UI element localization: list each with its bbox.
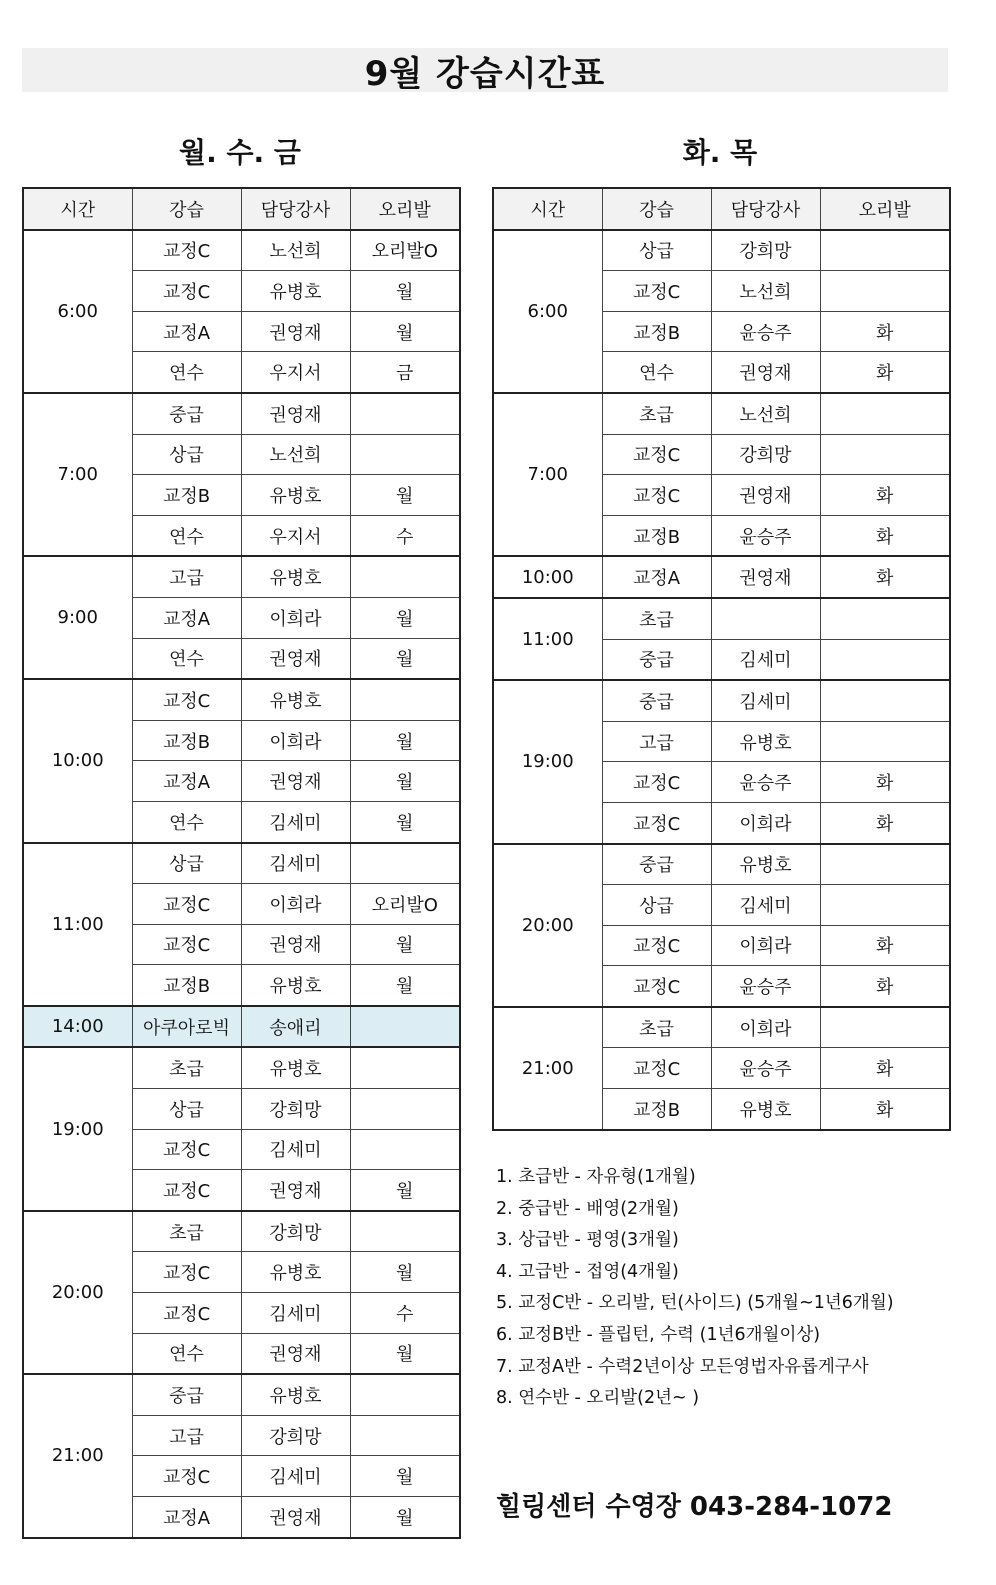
fins-cell <box>820 721 950 762</box>
instructor-cell: 유병호 <box>241 556 350 597</box>
time-slot-cell: 11:00 <box>23 843 132 1006</box>
header-class: 강습 <box>132 188 241 230</box>
class-cell: 고급 <box>132 1415 241 1456</box>
fins-cell: 월 <box>350 638 460 679</box>
mon-wed-fri-schedule-table <box>22 187 461 1539</box>
fins-cell: 오리발O <box>350 884 460 925</box>
instructor-cell: 권영재 <box>241 638 350 679</box>
instructor-cell: 노선희 <box>711 393 820 434</box>
note-item: 1. 초급반 - 자유형(1개월) <box>496 1167 696 1187</box>
class-cell: 상급 <box>132 434 241 475</box>
instructor-cell: 윤승주 <box>711 966 820 1007</box>
instructor-cell: 권영재 <box>711 352 820 393</box>
header-class: 강습 <box>602 188 711 230</box>
class-cell: 상급 <box>132 843 241 884</box>
fins-cell <box>350 1047 460 1088</box>
table-row <box>493 393 950 434</box>
class-cell: 교정C <box>132 271 241 312</box>
instructor-cell: 김세미 <box>711 639 820 680</box>
fins-cell: 월 <box>350 1497 460 1538</box>
class-cell: 교정C <box>132 230 241 271</box>
fins-cell <box>820 393 950 434</box>
mon-wed-fri-heading: 월. 수. 금 <box>179 136 301 169</box>
class-cell: 교정C <box>602 762 711 803</box>
instructor-cell: 김세미 <box>711 680 820 721</box>
table-row <box>23 393 460 434</box>
class-cell: 교정C <box>132 1129 241 1170</box>
fins-cell: 월 <box>350 965 460 1006</box>
class-cell: 연수 <box>132 515 241 556</box>
instructor-cell: 우지서 <box>241 515 350 556</box>
instructor-cell: 이희라 <box>241 597 350 638</box>
fins-cell: 월 <box>350 1170 460 1211</box>
table-header-row <box>23 188 460 230</box>
instructor-cell: 우지서 <box>241 352 350 393</box>
time-slot-cell: 6:00 <box>493 230 602 393</box>
fins-cell <box>350 393 460 434</box>
instructor-cell: 유병호 <box>241 1374 350 1415</box>
fins-cell: 월 <box>350 475 460 516</box>
fins-cell: 화 <box>820 966 950 1007</box>
class-cell: 연수 <box>132 352 241 393</box>
instructor-cell: 유병호 <box>241 679 350 720</box>
class-cell: 아쿠아로빅 <box>132 1006 241 1048</box>
class-cell: 초급 <box>602 1007 711 1048</box>
class-cell: 교정C <box>132 1252 241 1293</box>
table-row <box>23 1211 460 1252</box>
instructor-cell: 강희망 <box>241 1089 350 1130</box>
instructor-cell: 이희라 <box>711 1007 820 1048</box>
fins-cell: 화 <box>820 475 950 516</box>
instructor-cell: 노선희 <box>711 271 820 312</box>
class-cell: 연수 <box>602 352 711 393</box>
time-slot-cell: 10:00 <box>23 679 132 842</box>
class-cell: 중급 <box>132 393 241 434</box>
class-cell: 초급 <box>602 598 711 639</box>
class-cell: 교정C <box>132 1456 241 1497</box>
instructor-cell: 노선희 <box>241 434 350 475</box>
fins-cell: 월 <box>350 597 460 638</box>
fins-cell: 화 <box>820 352 950 393</box>
note-item: 6. 교정B반 - 플립턴, 수력 (1년6개월이상) <box>496 1324 821 1345</box>
class-cell: 교정C <box>132 924 241 965</box>
fins-cell <box>350 1211 460 1252</box>
time-slot-cell: 21:00 <box>23 1374 132 1537</box>
instructor-cell: 윤승주 <box>711 1048 820 1089</box>
instructor-cell: 강희망 <box>711 434 820 475</box>
table-header-row <box>493 188 950 230</box>
time-slot-cell: 19:00 <box>493 680 602 843</box>
instructor-cell: 김세미 <box>711 885 820 926</box>
class-level-notes <box>496 1162 976 1415</box>
fins-cell: 월 <box>350 311 460 352</box>
class-cell: 중급 <box>602 680 711 721</box>
class-cell: 교정C <box>132 1293 241 1334</box>
instructor-cell: 권영재 <box>711 475 820 516</box>
instructor-cell: 강희망 <box>241 1415 350 1456</box>
page-title: 9월 강습시간표 <box>22 48 948 92</box>
instructor-cell: 강희망 <box>711 230 820 271</box>
time-slot-cell: 6:00 <box>23 230 132 393</box>
table-row <box>493 680 950 721</box>
fins-cell <box>820 598 950 639</box>
instructor-cell: 유병호 <box>241 1047 350 1088</box>
header-time: 시간 <box>493 188 602 230</box>
time-slot-cell: 7:00 <box>493 393 602 556</box>
fins-cell <box>820 434 950 475</box>
fins-cell <box>350 434 460 475</box>
class-cell: 교정A <box>132 597 241 638</box>
fins-cell <box>350 679 460 720</box>
table-row <box>493 1007 950 1048</box>
instructor-cell: 권영재 <box>241 393 350 434</box>
table-row <box>23 1374 460 1415</box>
instructor-cell: 이희라 <box>241 720 350 761</box>
instructor-cell: 유병호 <box>241 965 350 1006</box>
pool-contact-footer: 힐링센터 수영장 043-284-1072 <box>496 1492 893 1522</box>
class-cell: 상급 <box>602 230 711 271</box>
time-slot-cell: 7:00 <box>23 393 132 556</box>
fins-cell: 화 <box>820 515 950 556</box>
fins-cell: 월 <box>350 801 460 842</box>
instructor-cell: 권영재 <box>241 1333 350 1374</box>
fins-cell: 월 <box>350 720 460 761</box>
time-slot-cell: 11:00 <box>493 598 602 680</box>
instructor-cell: 이희라 <box>711 802 820 843</box>
fins-cell <box>350 556 460 597</box>
header-fins: 오리발 <box>820 188 950 230</box>
fins-cell: 월 <box>350 1456 460 1497</box>
fins-cell <box>350 843 460 884</box>
fins-cell: 수 <box>350 1293 460 1334</box>
fins-cell <box>350 1129 460 1170</box>
tue-thu-schedule-table <box>492 187 951 1131</box>
instructor-cell: 권영재 <box>241 761 350 802</box>
fins-cell <box>820 639 950 680</box>
instructor-cell: 유병호 <box>711 1089 820 1130</box>
table-row <box>23 230 460 271</box>
instructor-cell: 강희망 <box>241 1211 350 1252</box>
class-cell: 교정A <box>132 761 241 802</box>
tue-thu-heading: 화. 목 <box>682 136 758 169</box>
fins-cell <box>350 1415 460 1456</box>
instructor-cell: 김세미 <box>241 1129 350 1170</box>
class-cell: 교정C <box>602 802 711 843</box>
note-item: 3. 상급반 - 평영(3개월) <box>496 1230 679 1251</box>
class-cell: 교정B <box>132 475 241 516</box>
table-row <box>493 556 950 598</box>
fins-cell: 월 <box>350 924 460 965</box>
note-item: 2. 중급반 - 배영(2개월) <box>496 1198 679 1219</box>
fins-cell: 수 <box>350 515 460 556</box>
instructor-cell: 김세미 <box>241 1293 350 1334</box>
instructor-cell: 이희라 <box>711 925 820 966</box>
class-cell: 교정C <box>132 679 241 720</box>
class-cell: 교정C <box>602 271 711 312</box>
time-slot-cell: 19:00 <box>23 1047 132 1210</box>
instructor-cell: 노선희 <box>241 230 350 271</box>
fins-cell <box>820 230 950 271</box>
fins-cell: 금 <box>350 352 460 393</box>
class-cell: 교정C <box>132 884 241 925</box>
fins-cell: 오리발O <box>350 230 460 271</box>
instructor-cell: 김세미 <box>241 801 350 842</box>
class-cell: 초급 <box>132 1211 241 1252</box>
fins-cell: 화 <box>820 925 950 966</box>
instructor-cell: 권영재 <box>711 556 820 598</box>
fins-cell <box>350 1374 460 1415</box>
time-slot-cell: 20:00 <box>23 1211 132 1374</box>
instructor-cell: 유병호 <box>241 1252 350 1293</box>
instructor-cell: 송애리 <box>241 1006 350 1048</box>
class-cell: 연수 <box>132 638 241 679</box>
time-slot-cell: 10:00 <box>493 556 602 598</box>
time-slot-cell: 21:00 <box>493 1007 602 1130</box>
note-item: 5. 교정C반 - 오리발, 턴(사이드) (5개월~1년6개월) <box>496 1293 894 1314</box>
class-cell: 중급 <box>132 1374 241 1415</box>
instructor-cell: 김세미 <box>241 1456 350 1497</box>
class-cell: 연수 <box>132 1333 241 1374</box>
time-slot-cell: 14:00 <box>23 1006 132 1048</box>
fins-cell <box>820 844 950 885</box>
header-instructor: 담당강사 <box>241 188 350 230</box>
class-cell: 교정C <box>132 1170 241 1211</box>
instructor-cell: 김세미 <box>241 843 350 884</box>
table-row <box>493 598 950 639</box>
header-fins: 오리발 <box>350 188 460 230</box>
class-cell: 교정B <box>602 515 711 556</box>
instructor-cell: 권영재 <box>241 311 350 352</box>
instructor-cell: 권영재 <box>241 1497 350 1538</box>
class-cell: 중급 <box>602 639 711 680</box>
class-cell: 교정C <box>602 966 711 1007</box>
class-cell: 고급 <box>602 721 711 762</box>
class-cell: 교정B <box>602 311 711 352</box>
fins-cell <box>820 1007 950 1048</box>
fins-cell: 월 <box>350 761 460 802</box>
fins-cell <box>820 680 950 721</box>
instructor-cell <box>711 598 820 639</box>
class-cell: 교정C <box>602 1048 711 1089</box>
table-row <box>23 556 460 597</box>
note-item: 7. 교정A반 - 수력2년이상 모든영법자유롭게구사 <box>496 1356 869 1377</box>
fins-cell <box>350 1006 460 1048</box>
fins-cell: 화 <box>820 802 950 843</box>
class-cell: 교정A <box>602 556 711 598</box>
class-cell: 교정B <box>132 720 241 761</box>
fins-cell: 화 <box>820 762 950 803</box>
time-slot-cell: 9:00 <box>23 556 132 679</box>
instructor-cell: 유병호 <box>711 844 820 885</box>
instructor-cell: 유병호 <box>711 721 820 762</box>
instructor-cell: 이희라 <box>241 884 350 925</box>
table-row <box>23 843 460 884</box>
instructor-cell: 윤승주 <box>711 311 820 352</box>
table-row <box>493 844 950 885</box>
fins-cell <box>820 271 950 312</box>
time-slot-cell: 20:00 <box>493 844 602 1007</box>
class-cell: 초급 <box>132 1047 241 1088</box>
class-cell: 교정A <box>132 311 241 352</box>
fins-cell: 월 <box>350 1252 460 1293</box>
class-cell: 초급 <box>602 393 711 434</box>
class-cell: 고급 <box>132 556 241 597</box>
class-cell: 중급 <box>602 844 711 885</box>
fins-cell <box>820 885 950 926</box>
fins-cell: 화 <box>820 1048 950 1089</box>
class-cell: 교정A <box>132 1497 241 1538</box>
class-cell: 교정B <box>132 965 241 1006</box>
fins-cell <box>350 1089 460 1130</box>
instructor-cell: 권영재 <box>241 1170 350 1211</box>
fins-cell: 월 <box>350 271 460 312</box>
fins-cell: 화 <box>820 311 950 352</box>
class-cell: 교정C <box>602 925 711 966</box>
instructor-cell: 윤승주 <box>711 762 820 803</box>
fins-cell: 화 <box>820 1089 950 1130</box>
note-item: 4. 고급반 - 접영(4개월) <box>496 1261 679 1282</box>
class-cell: 교정B <box>602 1089 711 1130</box>
table-row <box>23 1006 460 1048</box>
header-time: 시간 <box>23 188 132 230</box>
fins-cell: 화 <box>820 556 950 598</box>
table-row <box>493 230 950 271</box>
class-cell: 교정C <box>602 434 711 475</box>
class-cell: 상급 <box>602 885 711 926</box>
note-item: 8. 연수반 - 오리발(2년~ ) <box>496 1388 700 1409</box>
instructor-cell: 윤승주 <box>711 515 820 556</box>
fins-cell: 월 <box>350 1333 460 1374</box>
instructor-cell: 유병호 <box>241 271 350 312</box>
instructor-cell: 유병호 <box>241 475 350 516</box>
header-instructor: 담당강사 <box>711 188 820 230</box>
class-cell: 연수 <box>132 801 241 842</box>
table-row <box>23 679 460 720</box>
class-cell: 상급 <box>132 1089 241 1130</box>
class-cell: 교정C <box>602 475 711 516</box>
instructor-cell: 권영재 <box>241 924 350 965</box>
table-row <box>23 1047 460 1088</box>
